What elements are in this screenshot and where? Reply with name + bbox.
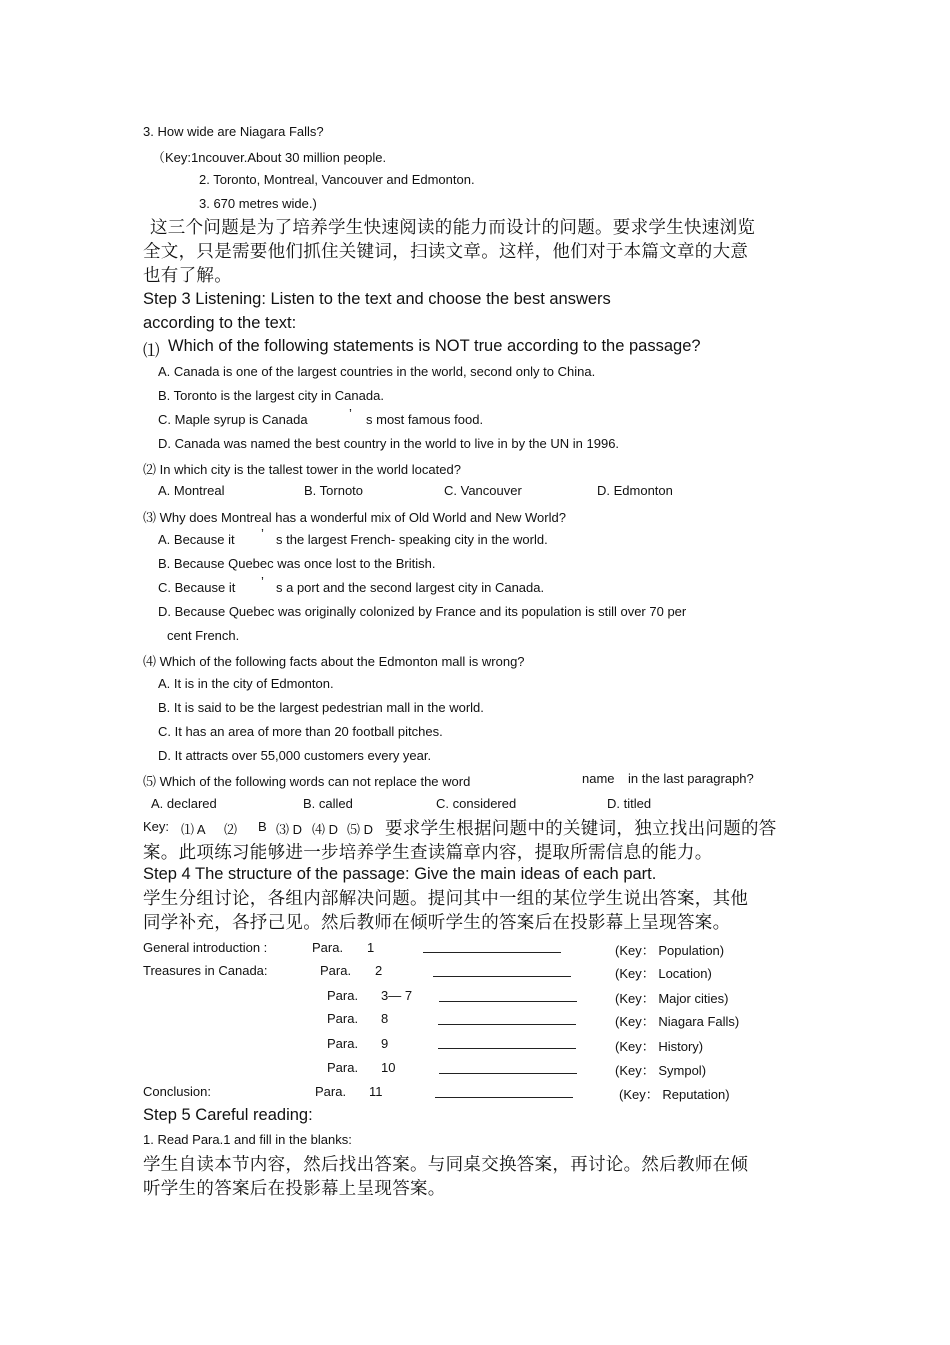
listening-q2-text: ⑵ In which city is the tallest tower in the world located? bbox=[143, 462, 461, 477]
key-line-3: 3. 670 metres wide.) bbox=[199, 196, 317, 211]
key-line-1: （Key:1ncouver.About 30 million people. bbox=[152, 150, 387, 165]
answer-key-2: ⑵ bbox=[224, 822, 238, 837]
structure-row-blank bbox=[423, 952, 561, 953]
structure-row-key: (Key： Population) bbox=[615, 943, 725, 958]
q2-option-d: D. Edmonton bbox=[597, 483, 673, 498]
q1-option-c: C. Maple syrup is Canada bbox=[158, 412, 308, 427]
q3-option-c-apostrophe: ’ bbox=[261, 574, 264, 589]
q1-option-b: B. Toronto is the largest city in Canada. bbox=[158, 388, 384, 403]
q3-option-d: D. Because Quebec was originally colonized by France and its population is still over 70 per bbox=[158, 604, 687, 619]
chinese-paragraph-1-line-3: 也有了解。 bbox=[143, 266, 232, 286]
chinese-paragraph-1-line-1: 这三个问题是为了培养学生快速阅读的能力而设计的问题。要求学生快速浏览 bbox=[150, 218, 756, 238]
q3-option-a-apostrophe: ’ bbox=[261, 526, 264, 541]
q4-option-d: D. It attracts over 55,000 customers every year. bbox=[158, 748, 432, 763]
structure-row-number: 8 bbox=[381, 1011, 389, 1026]
q5-option-d: D. titled bbox=[607, 796, 652, 811]
structure-row-key: (Key： History) bbox=[615, 1039, 704, 1054]
structure-row-blank bbox=[439, 1073, 577, 1074]
structure-row-blank bbox=[435, 1097, 573, 1098]
structure-row-key: (Key： Major cities) bbox=[615, 991, 729, 1006]
structure-row-blank bbox=[438, 1024, 576, 1025]
chinese-paragraph-3-line-1: 学生分组讨论，各组内部解决问题。提问其中一组的某位学生说出答案，其他 bbox=[143, 889, 749, 909]
structure-row-number: 9 bbox=[381, 1036, 389, 1051]
structure-row-para: Para. bbox=[315, 1084, 347, 1099]
structure-row-number: 10 bbox=[381, 1060, 396, 1075]
q3-option-a-tail: s the largest French- speaking city in the world. bbox=[276, 532, 548, 547]
answer-key-5: ⑸ D bbox=[347, 822, 374, 837]
listening-q4-text: ⑷ Which of the following facts about the Edmonton mall is wrong? bbox=[143, 654, 525, 669]
structure-row-para: Para. bbox=[312, 940, 344, 955]
question-3: 3. How wide are Niagara Falls? bbox=[143, 124, 324, 139]
answer-key-3: ⑶ D bbox=[276, 822, 303, 837]
answer-key-label: Key: bbox=[143, 819, 170, 834]
structure-row-blank bbox=[433, 976, 571, 977]
chinese-paragraph-4-line-1: 学生自读本节内容，然后找出答案。与同桌交换答案，再讨论。然后教师在倾 bbox=[143, 1155, 749, 1175]
structure-row-label: General introduction : bbox=[143, 940, 268, 955]
structure-row-blank bbox=[438, 1048, 576, 1049]
answer-key-2-letter: B bbox=[258, 819, 267, 834]
structure-row-number: 11 bbox=[369, 1084, 383, 1099]
structure-row-key: (Key： Location) bbox=[615, 966, 712, 981]
key-line-2: 2. Toronto, Montreal, Vancouver and Edmonton. bbox=[199, 172, 475, 187]
answer-key-1: ⑴ A bbox=[181, 822, 206, 837]
q4-option-c: C. It has an area of more than 20 football pitches. bbox=[158, 724, 443, 739]
q4-option-b: B. It is said to be the largest pedestrian mall in the world. bbox=[158, 700, 484, 715]
structure-row-blank bbox=[439, 1001, 577, 1002]
q3-option-d-continued: cent French. bbox=[167, 628, 240, 643]
q2-option-c: C. Vancouver bbox=[444, 483, 522, 498]
step-3-heading-line-1: Step 3 Listening: Listen to the text and choose the best answers bbox=[143, 290, 611, 308]
q4-option-a: A. It is in the city of Edmonton. bbox=[158, 676, 334, 691]
answer-key-chinese: 要求学生根据问题中的关键词，独立找出问题的答 bbox=[385, 819, 777, 839]
q3-option-a: A. Because it bbox=[158, 532, 235, 547]
chinese-paragraph-3-line-2: 同学补充，各抒己见。然后教师在倾听学生的答案后在投影幕上呈现答案。 bbox=[143, 913, 731, 933]
read-para-1-instruction: 1. Read Para.1 and fill in the blanks: bbox=[143, 1132, 352, 1147]
answer-key-4: ⑷ D bbox=[312, 822, 339, 837]
q1-option-c-apostrophe: ’ bbox=[349, 406, 352, 421]
structure-row-number: 1 bbox=[367, 940, 375, 955]
q5-option-b: B. called bbox=[303, 796, 353, 811]
listening-q3-text: ⑶ Why does Montreal has a wonderful mix of Old World and New World? bbox=[143, 510, 566, 525]
q1-option-c-tail: s most famous food. bbox=[366, 412, 484, 427]
q1-option-a: A. Canada is one of the largest countries in the world, second only to China. bbox=[158, 364, 596, 379]
structure-row-number: 3— 7 bbox=[381, 988, 413, 1003]
listening-q1-text: Which of the following statements is NOT true according to the passage? bbox=[168, 337, 701, 355]
structure-row-label: Treasures in Canada: bbox=[143, 963, 268, 978]
structure-row-para: Para. bbox=[327, 1036, 359, 1051]
step-4-heading: Step 4 The structure of the passage: Give the main ideas of each part. bbox=[143, 865, 657, 883]
listening-q5-word: name bbox=[582, 771, 615, 786]
q3-option-c-tail: s a port and the second largest city in Canada. bbox=[276, 580, 545, 595]
structure-row-para: Para. bbox=[327, 1060, 359, 1075]
structure-row-key: (Key： Sympol) bbox=[615, 1063, 707, 1078]
step-5-heading: Step 5 Careful reading: bbox=[143, 1106, 313, 1124]
q2-option-b: B. Tornoto bbox=[304, 483, 364, 498]
structure-row-label: Conclusion: bbox=[143, 1084, 211, 1099]
structure-row-number: 2 bbox=[375, 963, 383, 978]
chinese-paragraph-1-line-2: 全文，只是需要他们抓住关键词，扫读文章。这样，他们对于本篇文章的大意 bbox=[143, 242, 749, 262]
structure-row-key: (Key： Niagara Falls) bbox=[615, 1014, 740, 1029]
structure-row-para: Para. bbox=[327, 1011, 359, 1026]
q5-option-a: A. declared bbox=[151, 796, 217, 811]
listening-q5-tail: in the last paragraph? bbox=[628, 771, 754, 786]
structure-row-para: Para. bbox=[327, 988, 359, 1003]
q5-option-c: C. considered bbox=[436, 796, 517, 811]
q2-option-a: A. Montreal bbox=[158, 483, 225, 498]
chinese-paragraph-2: 案。此项练习能够进一步培养学生查读篇章内容，提取所需信息的能力。 bbox=[143, 843, 713, 863]
structure-row-key: (Key： Reputation) bbox=[619, 1087, 730, 1102]
step-3-heading-line-2: according to the text: bbox=[143, 314, 297, 332]
chinese-paragraph-4-line-2: 听学生的答案后在投影幕上呈现答案。 bbox=[143, 1179, 446, 1199]
q3-option-b: B. Because Quebec was once lost to the British. bbox=[158, 556, 436, 571]
listening-q5-text: ⑸ Which of the following words can not replace the word bbox=[143, 774, 471, 789]
q3-option-c: C. Because it bbox=[158, 580, 236, 595]
q1-option-d: D. Canada was named the best country in the world to live in by the UN in 1996. bbox=[158, 436, 620, 451]
structure-row-para: Para. bbox=[320, 963, 352, 978]
listening-q1-number: ⑴ bbox=[143, 342, 160, 360]
